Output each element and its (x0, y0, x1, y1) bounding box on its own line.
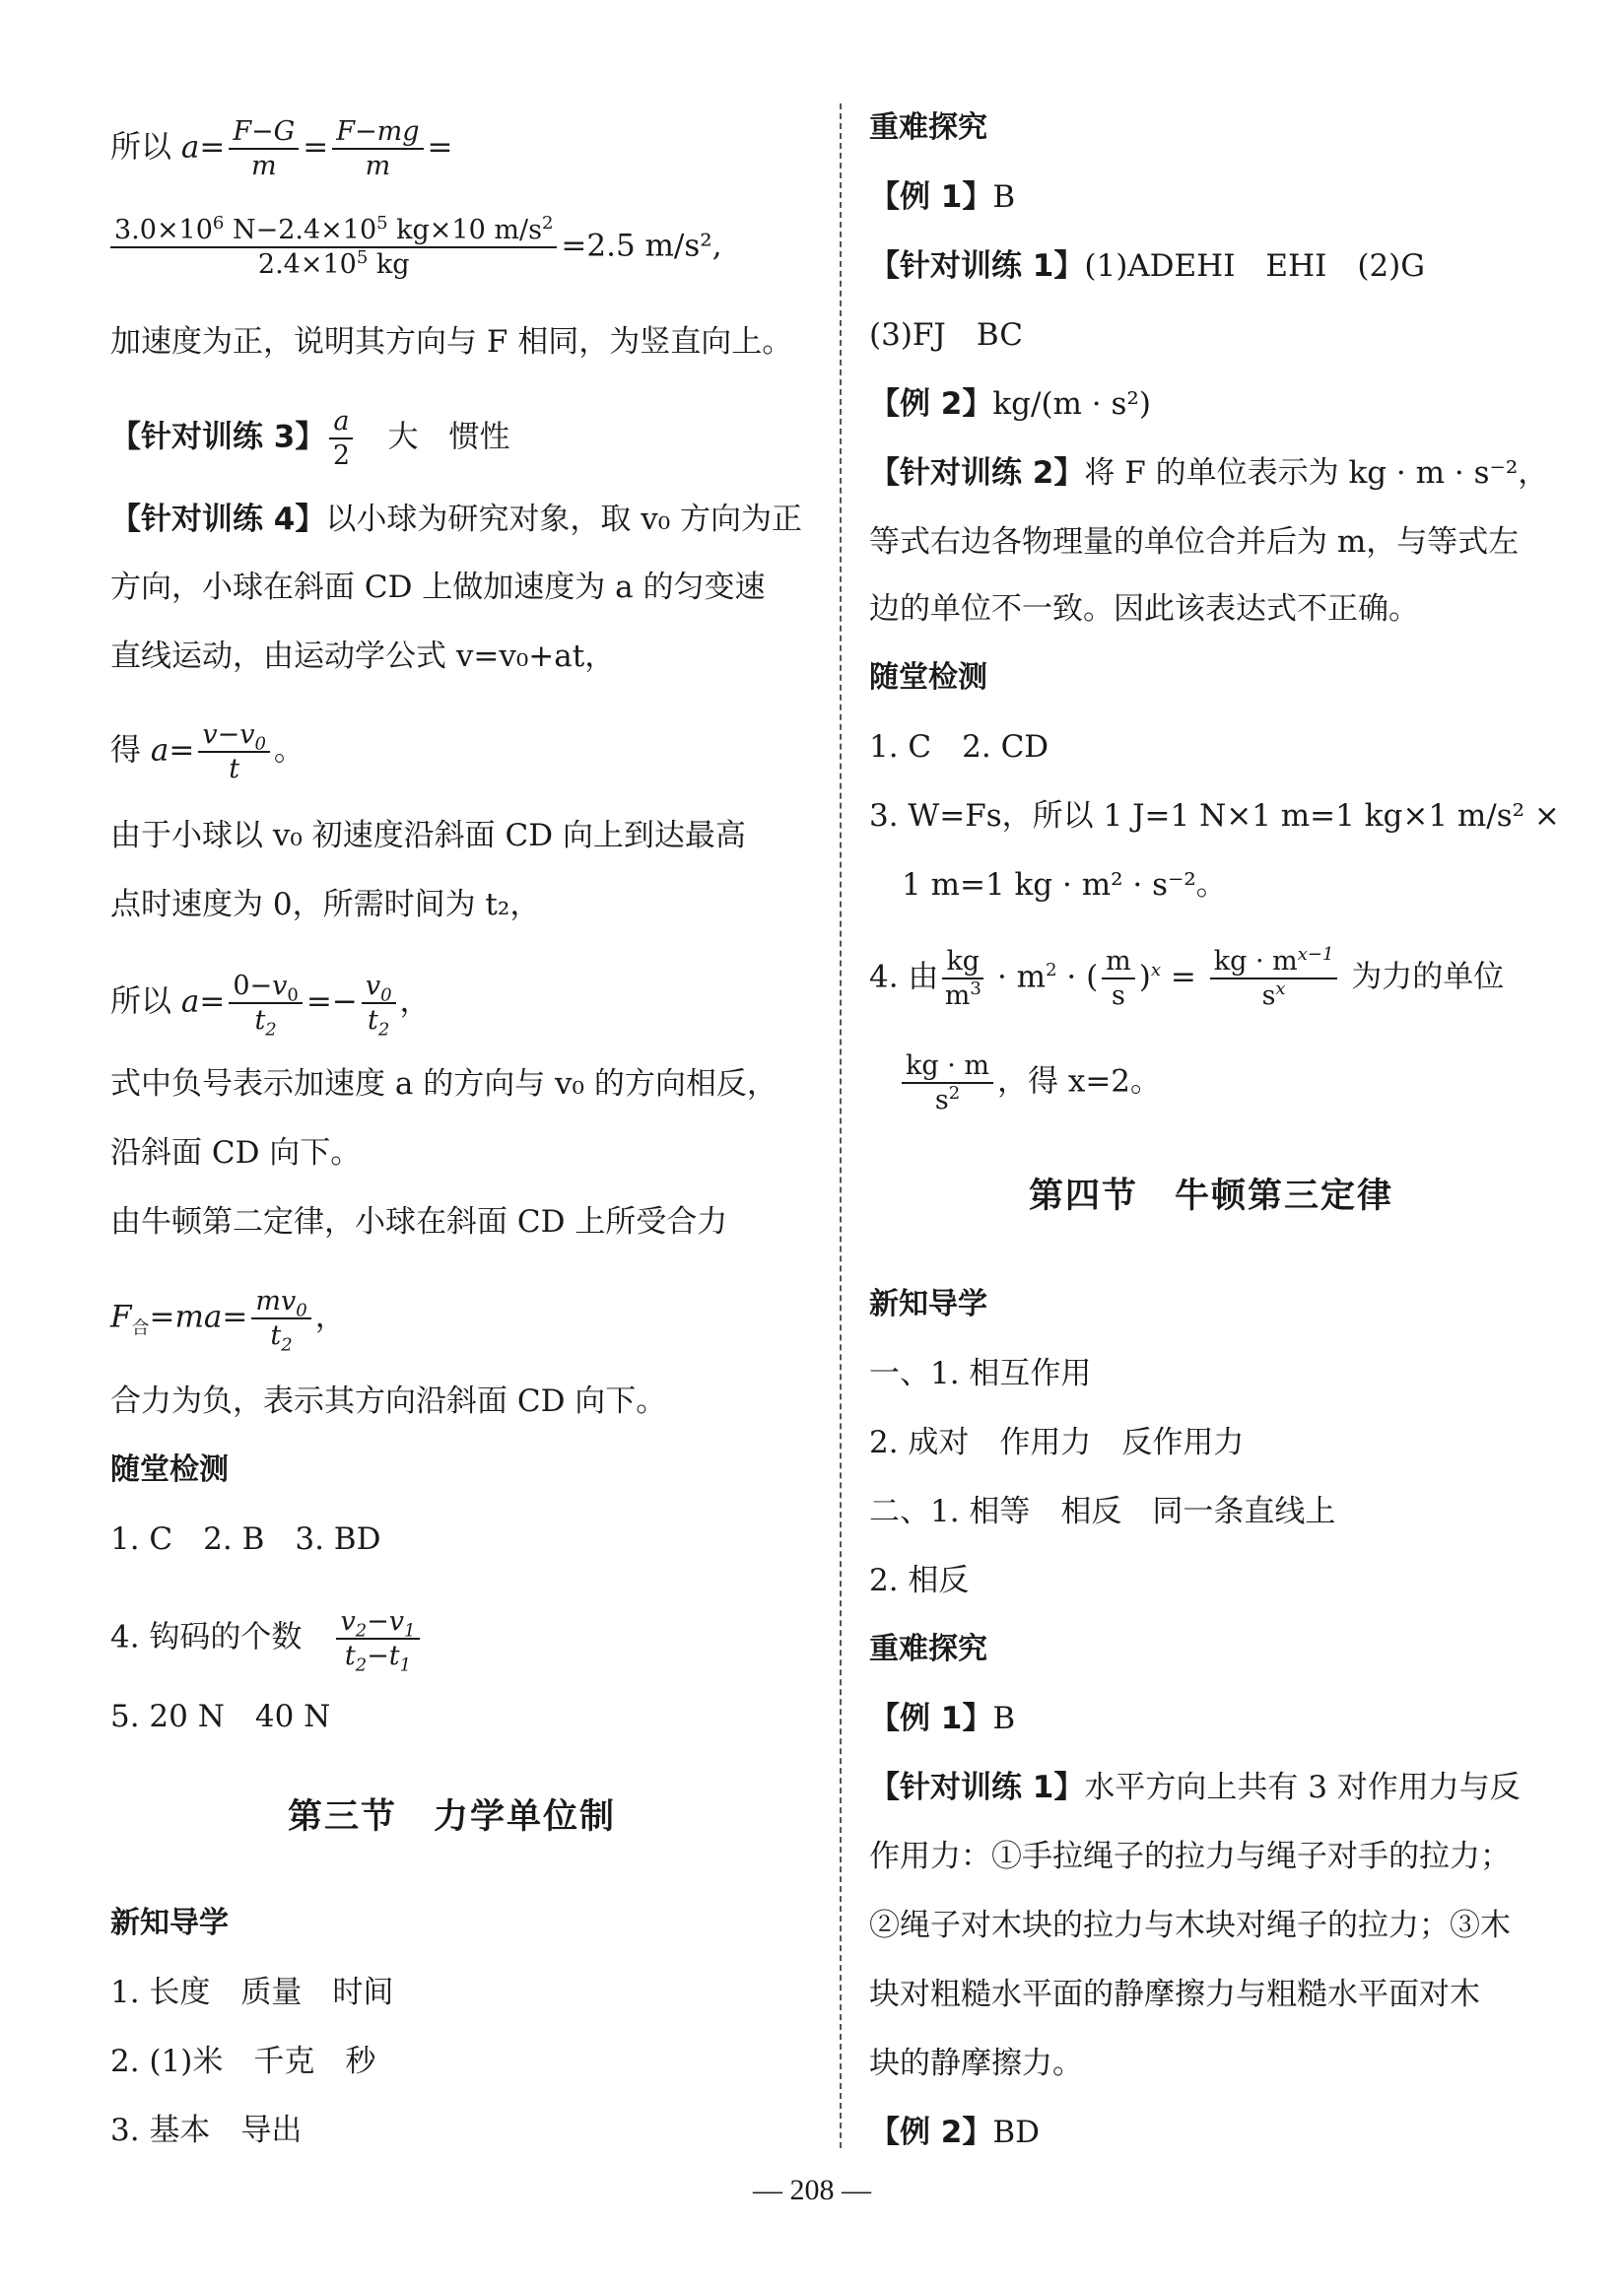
answer-line: 3. W=Fs，所以 1 J=1 N×1 m=1 kg×1 m/s² × (869, 798, 1560, 834)
text-line: ②绳子对木块的拉力与木块对绳子的拉力；③木 (869, 1908, 1511, 1943)
training-1b: 【针对训练 1】水平方向上共有 3 对作用力与反 (869, 1770, 1521, 1805)
answer-line: 二、1. 相等 相反 同一条直线上 (869, 1494, 1336, 1529)
section-heading: 重难探究 (869, 1632, 987, 1666)
fraction: $\frac{m}{s}$ (1102, 946, 1135, 1011)
text-line: 块的静摩擦力。 (869, 2046, 1083, 2081)
answer-line: 1. C 2. CD (869, 729, 1049, 765)
text-line: (3)FJ BC (869, 317, 1023, 353)
text-line: 由于小球以 v₀ 初速度沿斜面 CD 向上到达最高 (110, 818, 746, 853)
fraction: $\frac{F-G}{m}$ (229, 116, 299, 181)
answer-line: 1. C 2. B 3. BD (110, 1521, 381, 1557)
fraction: $\frac{v_2-v_1}{t_2-t_1}$ (336, 1606, 419, 1671)
section-heading: 随堂检测 (110, 1452, 229, 1487)
column-divider (840, 103, 842, 2148)
text-line: 作用力：①手拉绳子的拉力与绳子对手的拉力； (869, 1839, 1511, 1874)
example-1b: 【例 1】B (869, 1701, 1016, 1736)
answer-line: 2. 成对 作用力 反作用力 (869, 1425, 1245, 1460)
text-line: 点时速度为 0，所需时间为 t₂， (110, 887, 541, 922)
answer-line: 1. 长度 质量 时间 (110, 1975, 394, 2010)
training-1: 【针对训练 1】(1)ADEHI EHI (2)G (869, 248, 1426, 284)
example-2: 【例 2】kg/(m · s²) (869, 386, 1151, 422)
fraction: $\frac{a}{2}$ (329, 406, 353, 471)
training-4-line-1: 【针对训练 4】以小球为研究对象，取 v₀ 方向为正 (110, 502, 803, 537)
section-heading: 新知导学 (869, 1287, 987, 1321)
formula-a: 得 a= $\frac{v-v_0}{t}$ 。 (110, 719, 304, 785)
fraction: $\frac{3.0\times 10^6 N-2.4\times 10^5 kg\times 10 m/s^2}{2.4\times 10^5 kg}$ (110, 215, 557, 280)
answer-line: 3. 基本 导出 (110, 2113, 303, 2148)
formula-line-1: 所以 a= $\frac{F-G}{m}$ = $\frac{F-mg}{m}$ = (110, 116, 453, 182)
text-line: 沿斜面 CD 向下。 (110, 1135, 362, 1171)
answer-line-4: 4. 由 $\frac{kg}{m^3}$ · $m^2$ · ( $\frac{m}{s}$ )$^x$ = $\frac{kg \cdot m^{x-1}}{s^x}$ 为力的单位 (869, 944, 1505, 1012)
fraction: $\frac{v_0}{t_2}$ (362, 971, 396, 1036)
training-2: 【针对训练 2】将 F 的单位表示为 kg · m · s⁻²， (869, 455, 1549, 491)
text-line: 合力为负，表示其方向沿斜面 CD 向下。 (110, 1383, 667, 1419)
fraction: $\frac{mv_0}{t_2}$ (251, 1286, 310, 1351)
text-line: 等式右边各物理量的单位合并后为 m，与等式左 (869, 524, 1520, 560)
text-line: 加速度为正，说明其方向与 F 相同，为竖直向上。 (110, 324, 793, 360)
fraction: $\frac{0-v_0}{t_2}$ (229, 971, 303, 1036)
answer-line: 2. (1)米 千克 秒 (110, 2044, 376, 2079)
answer-line-4-cont: $\frac{kg \cdot m}{s^2}$ ，得 x=2。 (902, 1050, 1161, 1115)
section-heading: 新知导学 (110, 1906, 229, 1940)
section-title: 第三节 力学单位制 (288, 1797, 617, 1837)
formula-a2: 所以 a= $\frac{0-v_0}{t_2}$ =− $\frac{v_0}{t_2}$ ， (110, 971, 431, 1041)
answer-line: 1 m=1 kg · m² · s⁻²。 (902, 867, 1227, 903)
fraction: $\frac{kg}{m^3}$ (942, 946, 983, 1011)
answer-line: 2. 相反 (869, 1563, 970, 1598)
text-line: 边的单位不一致。因此该表达式不正确。 (869, 591, 1419, 627)
text-line: 直线运动，由运动学公式 v=v₀+at， (110, 639, 616, 674)
page-number: — 208 — (753, 2174, 871, 2206)
text-line: 式中负号表示加速度 a 的方向与 v₀ 的方向相反， (110, 1066, 778, 1102)
text-line: 块对粗糙水平面的静摩擦力与粗糙水平面对木 (869, 1977, 1480, 2012)
text-line: 方向，小球在斜面 CD 上做加速度为 a 的匀变速 (110, 570, 766, 605)
answer-line: 一、1. 相互作用 (869, 1356, 1092, 1391)
fraction: $\frac{kg \cdot m^{x-1}}{s^x}$ (1210, 946, 1338, 1011)
fraction: $\frac{kg \cdot m}{s^2}$ (902, 1050, 993, 1115)
section-heading: 重难探究 (869, 110, 987, 145)
fraction: $\frac{v-v_0}{t}$ (198, 719, 270, 784)
section-title: 第四节 牛顿第三定律 (1029, 1177, 1394, 1216)
section-heading: 随堂检测 (869, 660, 987, 695)
training-3: 【针对训练 3】 $\frac{a}{2}$ 大 惯性 (110, 406, 510, 472)
text-line: 由牛顿第二定律，小球在斜面 CD 上所受合力 (110, 1204, 728, 1240)
example-2b: 【例 2】BD (869, 2115, 1041, 2150)
fraction: $\frac{F-mg}{m}$ (332, 116, 423, 181)
answer-line: 4. 钩码的个数 $\frac{v_2-v_1}{t_2-t_1}$ (110, 1606, 424, 1671)
answer-line: 5. 20 N 40 N (110, 1699, 331, 1734)
formula-line-2: $\frac{3.0\times 10^6 N-2.4\times 10^5 kg\times 10 m/s^2}{2.4\times 10^5 kg}$ =2.5 m/s², (110, 215, 722, 280)
formula-force: $F_合=ma=$ $\frac{mv_0}{t_2}$ ， (110, 1286, 346, 1356)
example-1: 【例 1】B (869, 179, 1016, 215)
